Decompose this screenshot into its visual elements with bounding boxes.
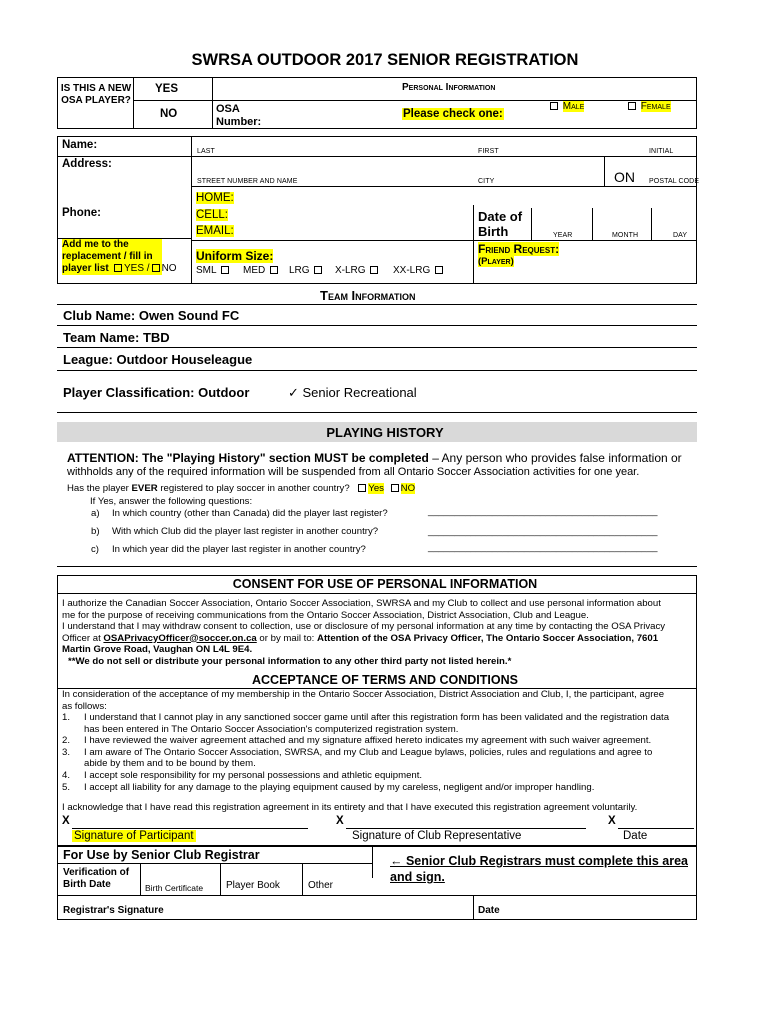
personal-info-header: Personal Information — [402, 82, 496, 93]
acknowledgement-text: I acknowledge that I have read this registration agreement in its entirety and that I have executed this registration agreement voluntarily. — [62, 802, 638, 813]
question-b-label: b) — [91, 526, 100, 537]
dob-year-hint: YEAR — [553, 232, 573, 239]
please-check-label: Please check one: — [403, 108, 503, 120]
other-country-yes-checkbox[interactable] — [358, 484, 366, 492]
new-player-question: IS THIS A NEW OSA PLAYER? — [60, 83, 132, 106]
female-option[interactable]: Female — [626, 101, 671, 112]
first-name-hint: FIRST — [478, 148, 499, 155]
registrar-note: ← Senior Club Registrars must complete this area and sign. — [390, 854, 688, 884]
osa-number-label: OSA Number: — [216, 103, 262, 128]
new-player-no[interactable]: NO — [160, 108, 178, 120]
uniform-size-xxlrg[interactable]: XX-LRG — [393, 265, 445, 276]
page-title: SWRSA OUTDOOR 2017 SENIOR REGISTRATION — [191, 51, 579, 69]
dob-label: Date of Birth — [478, 209, 523, 239]
league: League: Outdoor Houseleague — [63, 352, 253, 367]
replacement-options[interactable]: YES / NO — [112, 263, 177, 274]
senior-recreational[interactable]: ✓ Senior Recreational — [288, 385, 417, 400]
attention-line2: withholds any of the required information will be suspended from all Ontario Soccer Association activities for one year. — [67, 466, 640, 478]
terms-item: 1. I understand that I cannot play in any sanctioned soccer game until after this registration form has been validated and the registration data — [62, 712, 670, 723]
address-label: Address: — [62, 158, 112, 170]
street-hint: STREET NUMBER AND NAME — [197, 178, 298, 185]
team-info-header: Team Information — [320, 288, 416, 303]
last-name-hint: LAST — [197, 148, 215, 155]
home-phone-label: HOME: — [196, 192, 234, 204]
friend-request-label: Friend Request: — [478, 242, 560, 256]
replacement-label: Add me to the replacement / fill in player list — [62, 239, 162, 275]
question-a-answer[interactable]: ___________________________________________ — [428, 506, 658, 517]
question-c-answer[interactable]: ___________________________________________ — [428, 542, 658, 553]
registrar-header: For Use by Senior Club Registrar — [63, 848, 260, 862]
birth-certificate-option[interactable]: Birth Certificate — [145, 883, 204, 893]
initial-hint: INITIAL — [649, 148, 674, 155]
representative-signature-label[interactable]: Signature of Club Representative — [352, 830, 522, 842]
player-classification: Player Classification: Outdoor — [63, 385, 250, 400]
dob-day-hint: DAY — [673, 232, 688, 239]
privacy-email-link[interactable]: OSAPrivacyOfficer@soccer.on.ca — [103, 632, 257, 644]
date-signature-label[interactable]: Date — [623, 830, 648, 842]
question-b-text: With which Club did the player last register in another country? — [112, 526, 379, 537]
new-player-box — [57, 77, 697, 129]
attention-text: ATTENTION: The "Playing History" section MUST be completed – Any person who provides false information or — [67, 451, 682, 465]
uniform-size-med[interactable]: MED — [243, 265, 280, 276]
participant-signature-label[interactable]: Signature of Participant — [74, 830, 194, 842]
male-option[interactable]: Male — [548, 101, 584, 112]
terms-item: 5. I accept all liability for any damage to the playing equipment caused by my careless, negligent and/or improper handling. — [62, 781, 595, 793]
other-country-no-checkbox[interactable] — [391, 484, 399, 492]
uniform-size-sml[interactable]: SML — [196, 265, 231, 276]
uniform-size-xlrg[interactable]: X-LRG — [335, 265, 380, 276]
uniform-size-label: Uniform Size: — [196, 249, 274, 263]
terms-item: 2. I have reviewed the waiver agreement attached and my signature affixed hereto indicates my agreement with such waiver agreement. — [62, 735, 652, 747]
female-checkbox[interactable] — [628, 102, 636, 110]
participant-x: X — [62, 815, 70, 827]
phone-label: Phone: — [62, 207, 101, 219]
consent-text: I authorize the Canadian Soccer Association, Ontario Soccer Association, SWRSA and my Club to collect and use personal information about me for the purpose of receiving communications from the Ontario Soccer Association, District Association, Club and League. I understand that I may withdraw consent to collection, use or disclosure of my personal information at any time by contacting the OSA Privacy Officer at OSAPrivacyOfficer@soccer.on.ca or by mail to: Attention of the OSA Privacy Officer, The Ontario Soccer Association, 7601 Martin Grove Road, Vaughan ON L4L 9E4. **We do not sell or distribute your personal information to any other third party not listed herein.* — [62, 598, 666, 667]
question-a-label: a) — [91, 508, 100, 519]
male-checkbox[interactable] — [550, 102, 558, 110]
other-country-question: Has the player EVER registered to play soccer in another country? Yes NO — [67, 483, 416, 494]
representative-x: X — [336, 815, 344, 827]
new-player-yes[interactable]: YES — [155, 83, 179, 95]
cell-phone-label: CELL: — [196, 209, 228, 221]
playing-history-header: PLAYING HISTORY — [326, 425, 444, 440]
question-b-answer[interactable]: ___________________________________________ — [428, 526, 658, 537]
postal-hint: POSTAL CODE — [649, 178, 700, 185]
other-option[interactable]: Other — [308, 880, 334, 891]
terms-list: 1. I understand that I cannot play in any sanctioned soccer game until after this registration form has been validated and the registration data has been entered in The Ontario Soccer Association's computerized registration system. 2. I have reviewed the waiver agreement attached and my signature affixed hereto indicates my agreement with such waiver agreement. 3. I am aware of The Ontario Soccer Association, SWRSA, and my Club and League bylaws, policies, rules and regulations and agree to abide by them and to be bound by them. 4. I accept sole responsibility for my personal possessions and athletic equipment. 5. I accept all liability for any damage to the playing equipment caused by my careless, negligent and/or improper handling. — [62, 712, 670, 793]
terms-item: 4. I accept sole responsibility for my personal possessions and athletic equipment. — [62, 769, 423, 781]
team-name: Team Name: TBD — [63, 330, 170, 345]
friend-request-player: (Player) — [478, 256, 514, 267]
consent-header: CONSENT FOR USE OF PERSONAL INFORMATION — [232, 577, 538, 591]
player-book-option[interactable]: Player Book — [226, 880, 280, 891]
terms-item: 3. I am aware of The Ontario Soccer Association, SWRSA, and my Club and League bylaws, policies, rules and regulations and agree to — [62, 746, 653, 758]
if-yes-text: If Yes, answer the following questions: — [90, 496, 253, 507]
replacement-yes-checkbox[interactable] — [114, 264, 122, 272]
verification-label: Verification of Birth Date — [63, 867, 130, 890]
registrar-date-label[interactable]: Date — [478, 905, 500, 916]
date-x: X — [608, 815, 616, 827]
province-value: ON — [614, 169, 635, 185]
terms-header: ACCEPTANCE OF TERMS AND CONDITIONS — [252, 673, 518, 687]
email-label: EMAIL: — [196, 225, 234, 237]
terms-intro: In consideration of the acceptance of my membership in the Ontario Soccer Association, District Association and Club, I, the participant, agree as follows: — [62, 689, 665, 712]
dob-month-hint: MONTH — [612, 232, 639, 239]
replacement-no-checkbox[interactable] — [152, 264, 160, 272]
question-c-text: In which year did the player last register in another country? — [112, 544, 366, 555]
city-hint: CITY — [478, 178, 495, 185]
question-a-text: In which country (other than Canada) did the player last register? — [112, 508, 388, 519]
uniform-size-lrg[interactable]: LRG — [289, 265, 324, 276]
name-label: Name: — [62, 139, 98, 151]
question-c-label: c) — [91, 544, 99, 555]
registrar-signature-label[interactable]: Registrar's Signature — [63, 905, 164, 916]
club-name: Club Name: Owen Sound FC — [63, 308, 240, 323]
